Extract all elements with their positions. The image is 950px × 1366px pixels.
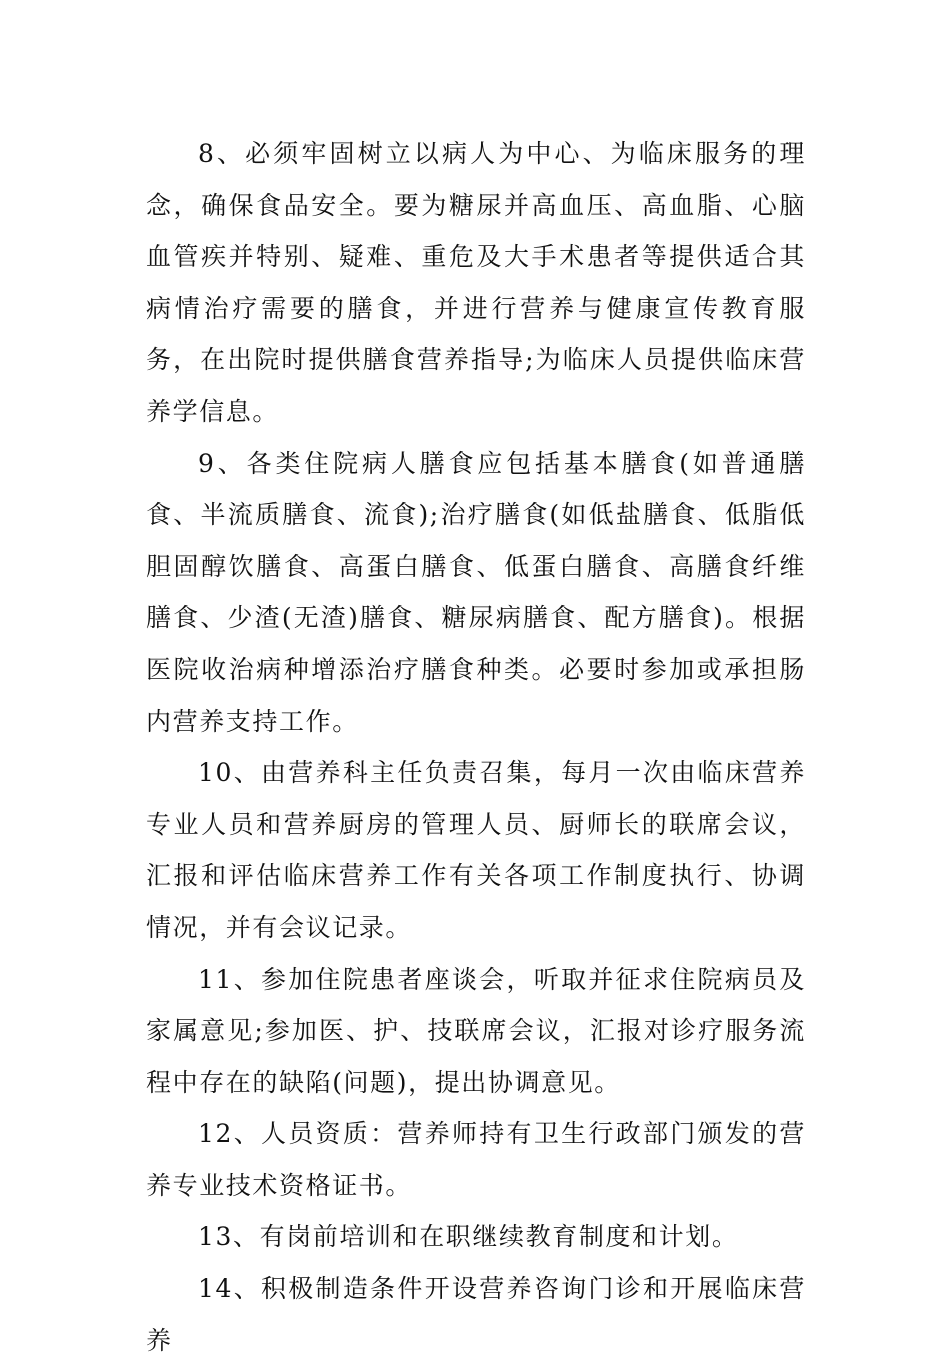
paragraph-10: 10、由营养科主任负责召集，每月一次由临床营养专业人员和营养厨房的管理人员、厨师长的联席会议，汇报和评估临床营养工作有关各项工作制度执行、协调情况，并有会议记录。 <box>146 758 806 942</box>
paragraph-9: 9、各类住院病人膳食应包括基本膳食(如普通膳食、半流质膳食、流食);治疗膳食(如低盐膳食、低脂低胆固醇饮膳食、高蛋白膳食、低蛋白膳食、高膳食纤维膳食、少渣(无渣)膳食、糖尿病膳食、配方膳食)。根据医院收治病种增添治疗膳食种类。必要时参加或承担肠内营养支持工作。 <box>146 448 806 736</box>
paragraph-13: 13、有岗前培训和在职继续教育制度和计划。 <box>198 1222 739 1252</box>
paragraph-8: 8、必须牢固树立以病人为中心、为临床服务的理念，确保食品安全。要为糖尿并高血压、高血脂、心脑血管疾并特别、疑难、重危及大手术患者等提供适合其病情治疗需要的膳食，并进行营养与健康宣传教育服务，在出院时提供膳食营养指导;为临床人员提供临床营养学信息。 <box>146 139 806 426</box>
paragraph-11: 11、参加住院患者座谈会，听取并征求住院病员及家属意见;参加医、护、技联席会议，汇报对诊疗服务流程中存在的缺陷(问题)，提出协调意见。 <box>146 964 806 1097</box>
document-body <box>146 128 806 1366</box>
paragraph-12: 12、人员资质：营养师持有卫生行政部门颁发的营养专业技术资格证书。 <box>146 1119 806 1200</box>
paragraph-14: 14、积极制造条件开设营养咨询门诊和开展临床营养 <box>146 1274 806 1355</box>
